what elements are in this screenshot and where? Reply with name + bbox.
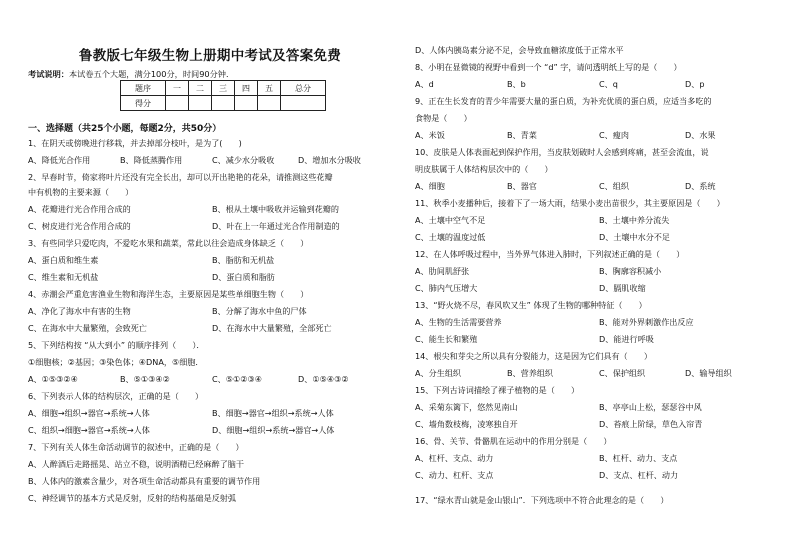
score-header-cell: 总分 xyxy=(281,81,326,96)
question-5-items: ①细胞核；②基因；③染色体；④DNA，⑤细胞． xyxy=(28,357,204,367)
score-cell[interactable] xyxy=(166,96,189,111)
option-q2-d: D、叶在上一年通过光合作用制造的 xyxy=(212,221,340,231)
option-q14-c: C、保护组织 xyxy=(599,368,646,378)
question-11: 11、秋季小麦播种后，接着下了一场大雨，结果小麦出苗很少，其主要原因是（ ） xyxy=(415,198,725,208)
option-q7-d: D、人体内胰岛素分泌不足，会导致血糖浓度低于正常水平 xyxy=(415,45,624,55)
score-table-header-row xyxy=(121,81,326,96)
option-q9-a: A、米饭 xyxy=(415,130,445,140)
option-q8-b: B、b xyxy=(507,79,526,89)
score-cell[interactable] xyxy=(235,96,258,111)
question-14: 14、根尖和芽尖之所以具有分裂能力，这是因为它们具有（ ） xyxy=(415,351,652,361)
option-q16-d: D、支点、杠杆、动力 xyxy=(599,470,679,480)
option-q3-a: A、蛋白质和维生素 xyxy=(28,255,99,265)
option-q7-b: B、人体内的激素含量少，对各项生命活动都具有重要的调节作用 xyxy=(28,476,261,486)
exam-note-text: 本试卷五个大题，满分100分，时间90分钟． xyxy=(68,69,235,79)
option-q8-d: D、p xyxy=(685,79,705,89)
option-q6-d: D、细胞→组织→系统→器官→人体 xyxy=(212,425,335,435)
score-header-cell: 四 xyxy=(235,81,258,96)
question-3: 3、有些同学只爱吃肉，不爱吃水果和蔬菜，常此以往会造成身体缺乏（ ） xyxy=(28,238,309,248)
option-q15-b: B、亭亭山上松，瑟瑟谷中风 xyxy=(599,402,702,412)
exam-note-label: 考试说明： xyxy=(28,69,69,79)
option-q12-a: A、肋间肌舒张 xyxy=(415,266,470,276)
question-6: 6、下列表示人体的结构层次，正确的是（ ） xyxy=(28,391,204,401)
question-17: 17、“绿水青山就是金山银山”．下列选项中不符合此理念的是（ ） xyxy=(415,495,669,505)
option-q16-c: C、动力、杠杆、支点 xyxy=(415,470,494,480)
score-table xyxy=(120,80,326,111)
option-q5-c: C、⑤①②③④ xyxy=(212,374,263,384)
option-q5-d: D、①⑤④③② xyxy=(298,374,349,384)
question-1: 1、在阴天或傍晚进行移栽，并去掉部分枝叶，是为了( ) xyxy=(28,138,242,148)
score-header-cell: 二 xyxy=(189,81,212,96)
option-q7-c: C、神经调节的基本方式是反射，反射的结构基础是反射弧 xyxy=(28,493,236,503)
option-q3-c: C、维生素和无机盐 xyxy=(28,272,99,282)
option-q4-b: B、分解了海水中鱼的尸体 xyxy=(212,306,307,316)
option-q7-a: A、人醉酒后走路摇晃、站立不稳，说明酒精已经麻醉了脑干 xyxy=(28,459,244,469)
score-cell[interactable] xyxy=(212,96,235,111)
option-q9-b: B、青菜 xyxy=(507,130,537,140)
option-q11-b: B、土壤中养分流失 xyxy=(599,215,670,225)
question-12: 12、在人体呼吸过程中，当外界气体进入肺时，下列叙述正确的是（ ） xyxy=(415,249,685,259)
option-q9-d: D、水果 xyxy=(685,130,716,140)
option-q13-a: A、生物的生活需要营养 xyxy=(415,317,502,327)
question-10: 10、皮肤是人体表面起到保护作用，当皮肤划破时人会感到疼痛，甚至会流血，说 xyxy=(415,147,709,157)
score-row-label: 得分 xyxy=(121,96,166,111)
option-q1-d: D、增加水分吸收 xyxy=(298,155,361,165)
option-q13-b: B、能对外界刺激作出反应 xyxy=(599,317,694,327)
option-q10-b: B、器官 xyxy=(507,181,537,191)
option-q13-c: C、能生长和繁殖 xyxy=(415,334,478,344)
option-q4-c: C、在海水中大量繁殖，会致死亡 xyxy=(28,323,147,333)
option-q6-c: C、组织→细胞→器官→系统→人体 xyxy=(28,425,150,435)
question-5: 5、下列结构按 “从大到小” 的顺序排列（ ）． xyxy=(28,340,205,350)
option-q2-c: C、树皮进行光合作用合成的 xyxy=(28,221,131,231)
page-title: 鲁教版七年级生物上册期中考试及答案免费 xyxy=(78,48,342,64)
option-q14-d: D、输导组织 xyxy=(685,368,732,378)
score-table-row xyxy=(121,96,326,111)
option-q15-c: C、墙角数枝梅，凌寒独自开 xyxy=(415,419,518,429)
option-q14-b: B、营养组织 xyxy=(507,368,554,378)
question-2: 2、早春时节，倚家将叶片还没有完全长出，却可以开出艳艳的花朵，请推测这些花瓣 xyxy=(28,172,333,182)
option-q2-a: A、花瓣进行光合作用合成的 xyxy=(28,204,131,214)
score-cell[interactable] xyxy=(281,96,326,111)
option-q8-a: A、d xyxy=(415,79,434,89)
option-q12-d: D、膈肌收缩 xyxy=(599,283,646,293)
option-q13-d: D、能进行呼吸 xyxy=(599,334,654,344)
option-q5-b: B、⑤①③④② xyxy=(120,374,170,384)
question-4: 4、赤潮会严重危害渔业生物和海洋生态，主要原因是某些单细胞生物（ ） xyxy=(28,289,309,299)
score-cell[interactable] xyxy=(189,96,212,111)
question-10-cont: 明皮肤属于人体结构层次中的（ ） xyxy=(415,164,553,174)
section-heading: 一、选择题（共25个小题，每题2分，共50分） xyxy=(28,124,222,134)
option-q15-d: D、苔痕上阶绿，草色入帘青 xyxy=(599,419,703,429)
question-7: 7、下列有关人体生命活动调节的叙述中，正确的是（ ） xyxy=(28,442,244,452)
option-q12-c: C、肺内气压增大 xyxy=(415,283,478,293)
option-q10-c: C、组织 xyxy=(599,181,629,191)
score-header-cell: 题序 xyxy=(121,81,166,96)
score-header-cell: 一 xyxy=(166,81,189,96)
question-9: 9、正在生长发育的青少年需要大量的蛋白质，为补充优质的蛋白质，应适当多吃的 xyxy=(415,96,712,106)
score-header-cell: 三 xyxy=(212,81,235,96)
question-2-cont: 中有机物的主要来源（ ） xyxy=(28,187,134,197)
exam-note xyxy=(28,69,234,80)
option-q3-d: D、蛋白质和脂肪 xyxy=(212,272,275,282)
option-q11-c: C、土壤的温度过低 xyxy=(415,232,486,242)
option-q16-b: B、杠杆、动力、支点 xyxy=(599,453,678,463)
option-q1-a: A、降低光合作用 xyxy=(28,155,91,165)
option-q14-a: A、分生组织 xyxy=(415,368,462,378)
option-q6-a: A、细胞→组织→器官→系统→人体 xyxy=(28,408,150,418)
question-8: 8、小明在显微镜的视野中看到一个 “d” 字，请问透明纸上写的是（ ） xyxy=(415,62,682,72)
score-header-cell: 五 xyxy=(258,81,281,96)
score-cell[interactable] xyxy=(258,96,281,111)
question-16: 16、骨、关节、骨骼肌在运动中的作用分别是（ ） xyxy=(415,436,612,446)
question-9-cont: 食物是（ ） xyxy=(415,113,472,123)
option-q4-d: D、在海水中大量繁殖，全部死亡 xyxy=(212,323,332,333)
option-q9-c: C、瘦肉 xyxy=(599,130,629,140)
option-q16-a: A、杠杆、支点、动力 xyxy=(415,453,494,463)
question-15: 15、下列古诗词描绘了裸子植物的是（ ） xyxy=(415,385,580,395)
option-q3-b: B、脂肪和无机盐 xyxy=(212,255,275,265)
option-q12-b: B、胸廓容积减小 xyxy=(599,266,662,276)
option-q4-a: A、净化了海水中有害的生物 xyxy=(28,306,131,316)
question-13: 13、“野火烧不尽，春风吹又生” 体现了生物的哪种特征（ ） xyxy=(415,300,647,310)
option-q1-c: C、减少水分吸收 xyxy=(212,155,275,165)
option-q15-a: A、采菊东篱下，悠然见南山 xyxy=(415,402,518,412)
option-q2-b: B、根从土壤中吸收并运输到花瓣的 xyxy=(212,204,339,214)
option-q6-b: B、细胞→器官→组织→系统→人体 xyxy=(212,408,334,418)
option-q10-d: D、系统 xyxy=(685,181,716,191)
option-q1-b: B、降低蒸腾作用 xyxy=(120,155,183,165)
option-q10-a: A、细胞 xyxy=(415,181,445,191)
option-q11-d: D、土壤中水分不足 xyxy=(599,232,670,242)
option-q5-a: A、①⑤③②④ xyxy=(28,374,78,384)
option-q8-c: C、q xyxy=(599,79,618,89)
option-q11-a: A、土壤中空气不足 xyxy=(415,215,486,225)
